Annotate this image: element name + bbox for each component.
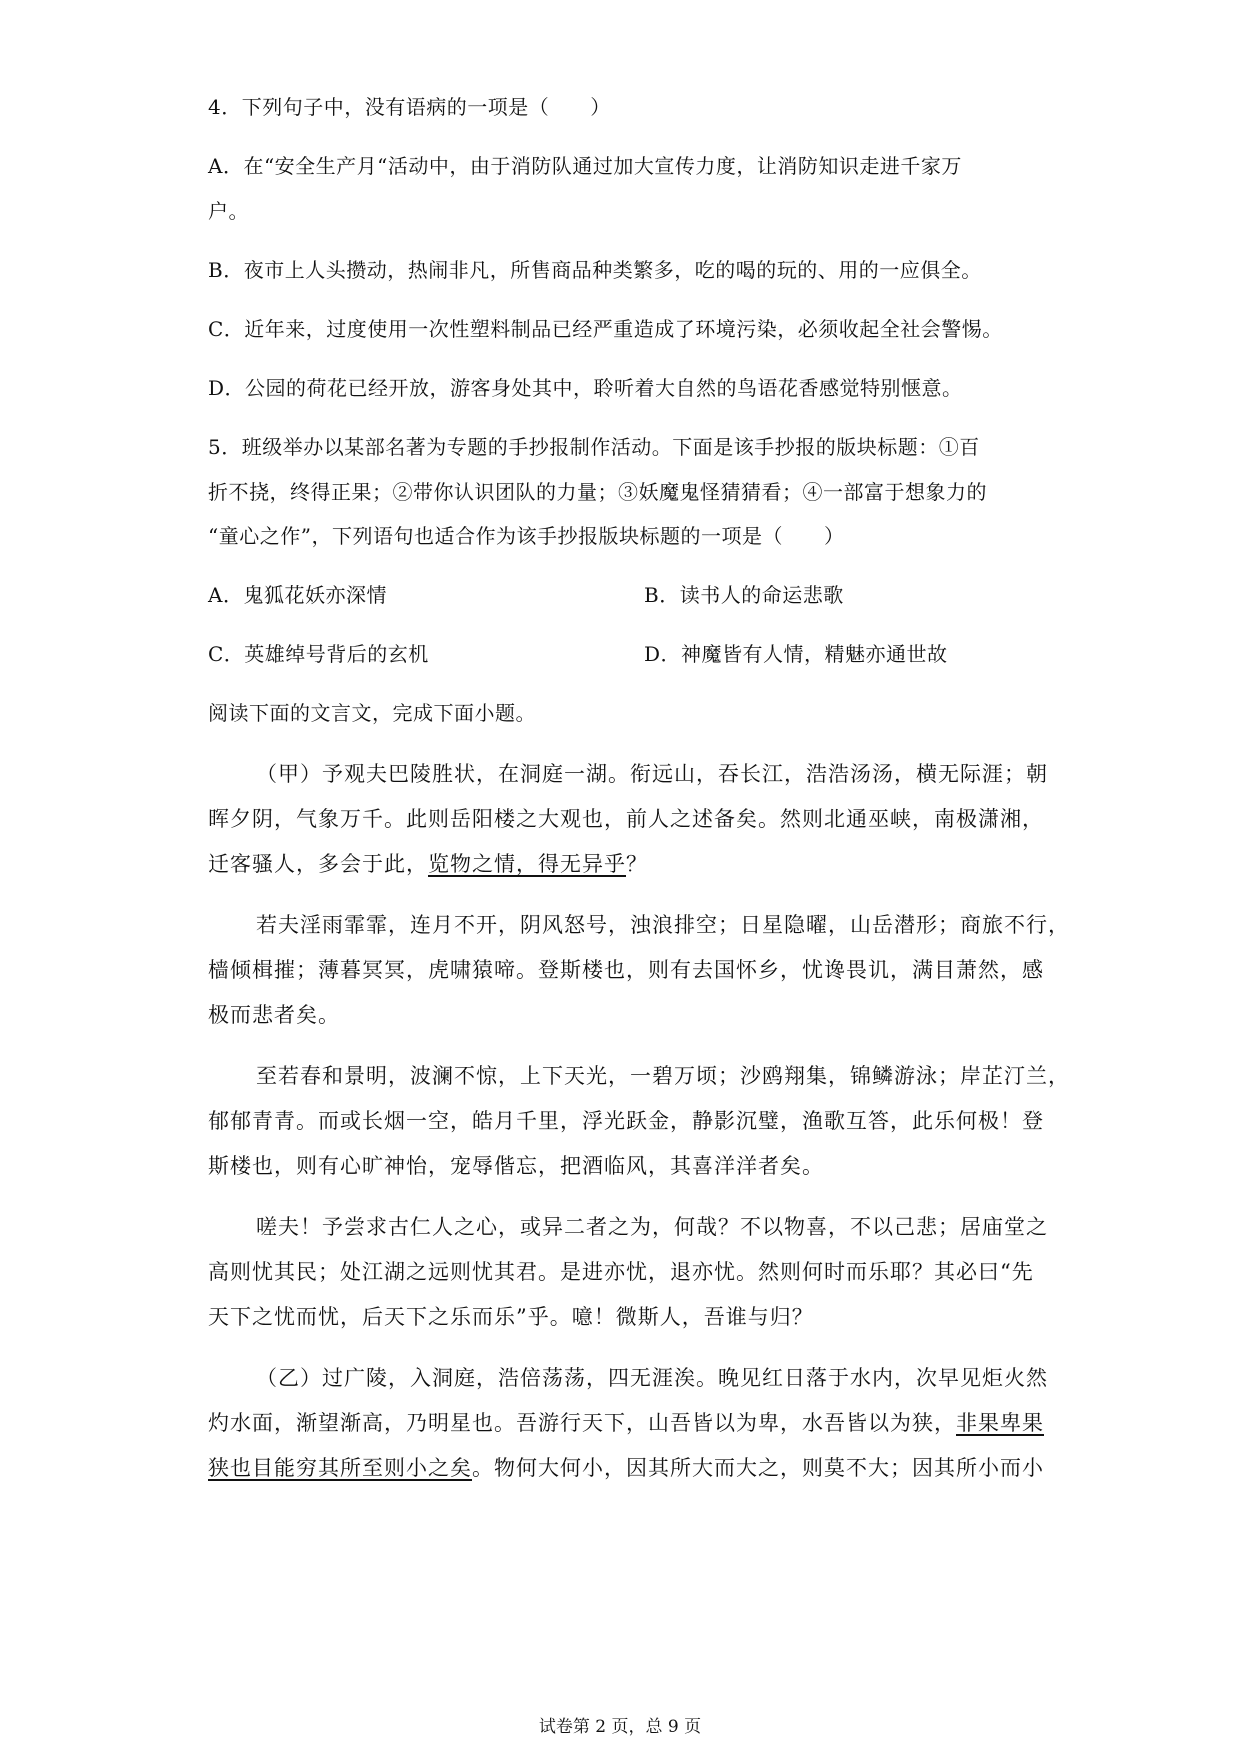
passage-jia-p4-line1: 嗟夫！予尝求古仁人之心，或异二者之为，何哉？不以物喜，不以己悲；居庙堂之 bbox=[256, 1215, 1048, 1239]
passage-yi-line2 bbox=[208, 1409, 1044, 1437]
underlined-sentence: 狭也目能穷其所至则小之矣 bbox=[208, 1456, 472, 1480]
passage-jia-p1-line3 bbox=[208, 850, 1038, 878]
passage-text: 灼水面，渐望渐高，乃明星也。吾游行天下，山吾皆以为卑，水吾皆以为狭， bbox=[208, 1411, 956, 1435]
underlined-sentence: 览物之情，得无异乎 bbox=[428, 852, 626, 876]
passage-text: ？ bbox=[626, 852, 648, 876]
passage-jia-p3-line1: 至若春和景明，波澜不惊，上下天光，一碧万顷；沙鸥翔集，锦鳞游泳；岸芷汀兰， bbox=[256, 1064, 1070, 1088]
passage-jia-p2-line3: 极而悲者矣。 bbox=[208, 1003, 340, 1027]
passage-jia-p2-line1: 若夫淫雨霏霏，连月不开，阴风怒号，浊浪排空；日星隐曜，山岳潜形；商旅不行， bbox=[256, 913, 1070, 937]
passage-jia-p1-line1: （甲）予观夫巴陵胜状，在洞庭一湖。衔远山，吞长江，浩浩汤汤，横无际涯；朝 bbox=[256, 762, 1048, 786]
q5-option-a: A．鬼狐花妖亦深情 bbox=[208, 583, 387, 607]
q4-option-c: C．近年来，过度使用一次性塑料制品已经严重造成了环境污染，必须收起全社会警惕。 bbox=[208, 317, 1003, 341]
q4-option-d: D．公园的荷花已经开放，游客身处其中，聆听着大自然的鸟语花香感觉特别惬意。 bbox=[208, 376, 963, 400]
passage-jia-p4-line2: 高则忧其民；处江湖之远则忧其君。是进亦忧，退亦忧。然则何时而乐耶？其必曰“先 bbox=[208, 1260, 1034, 1284]
passage-yi-line3 bbox=[208, 1454, 1044, 1482]
q4-option-b: B．夜市上人头攒动，热闹非凡，所售商品种类繁多，吃的喝的玩的、用的一应俱全。 bbox=[208, 258, 982, 282]
q4-option-a: A．在“安全生产月“活动中，由于消防队通过加大宣传力度，让消防知识走进千家万 bbox=[208, 154, 962, 178]
passage-text: 。物何大何小，因其所大而大之，则莫不大；因其所小而小 bbox=[472, 1456, 1044, 1480]
passage-jia-p4-line3: 天下之忧而忧，后天下之乐而乐”乎。噫！微斯人，吾谁与归？ bbox=[208, 1305, 814, 1329]
passage-yi-line1: （乙）过广陵，入洞庭，浩倍荡荡，四无涯涘。晚见红日落于水内，次早见炬火然 bbox=[256, 1366, 1048, 1390]
q5-stem-line1: 5．班级举办以某部名著为专题的手抄报制作活动。下面是该手抄报的版块标题：①百 bbox=[208, 435, 980, 459]
q5-option-b: B．读书人的命运悲歌 bbox=[644, 583, 844, 607]
passage-jia-p1-line2: 晖夕阴，气象万千。此则岳阳楼之大观也，前人之述备矣。然则北通巫峡，南极潇湘， bbox=[208, 807, 1044, 831]
passage-text: 迁客骚人，多会于此， bbox=[208, 852, 428, 876]
reading-instruction: 阅读下面的文言文，完成下面小题。 bbox=[208, 701, 536, 725]
page-number-footer: 试卷第 2 页，总 9 页 bbox=[538, 1717, 702, 1737]
q4-stem: 4．下列句子中，没有语病的一项是（ ） bbox=[208, 95, 611, 119]
q5-option-d: D．神魔皆有人情，精魅亦通世故 bbox=[644, 642, 948, 666]
passage-jia-p3-line2: 郁郁青青。而或长烟一空，皓月千里，浮光跃金，静影沉璧，渔歌互答，此乐何极！登 bbox=[208, 1109, 1044, 1133]
q4-option-a-cont: 户。 bbox=[208, 199, 249, 223]
passage-jia-p2-line2: 樯倾楫摧；薄暮冥冥，虎啸猿啼。登斯楼也，则有去国怀乡，忧谗畏讥，满目萧然，感 bbox=[208, 958, 1044, 982]
q5-option-c: C．英雄绰号背后的玄机 bbox=[208, 642, 429, 666]
underlined-sentence: 非果卑果 bbox=[956, 1411, 1044, 1435]
q5-stem-line3: “童心之作”，下列语句也适合作为该手抄报版块标题的一项是（ ） bbox=[208, 524, 845, 548]
passage-jia-p3-line3: 斯楼也，则有心旷神怡，宠辱偕忘，把酒临风，其喜洋洋者矣。 bbox=[208, 1154, 824, 1178]
q5-stem-line2: 折不挠，终得正果；②带你认识团队的力量；③妖魔鬼怪猜猜看；④一部富于想象力的 bbox=[208, 480, 987, 504]
